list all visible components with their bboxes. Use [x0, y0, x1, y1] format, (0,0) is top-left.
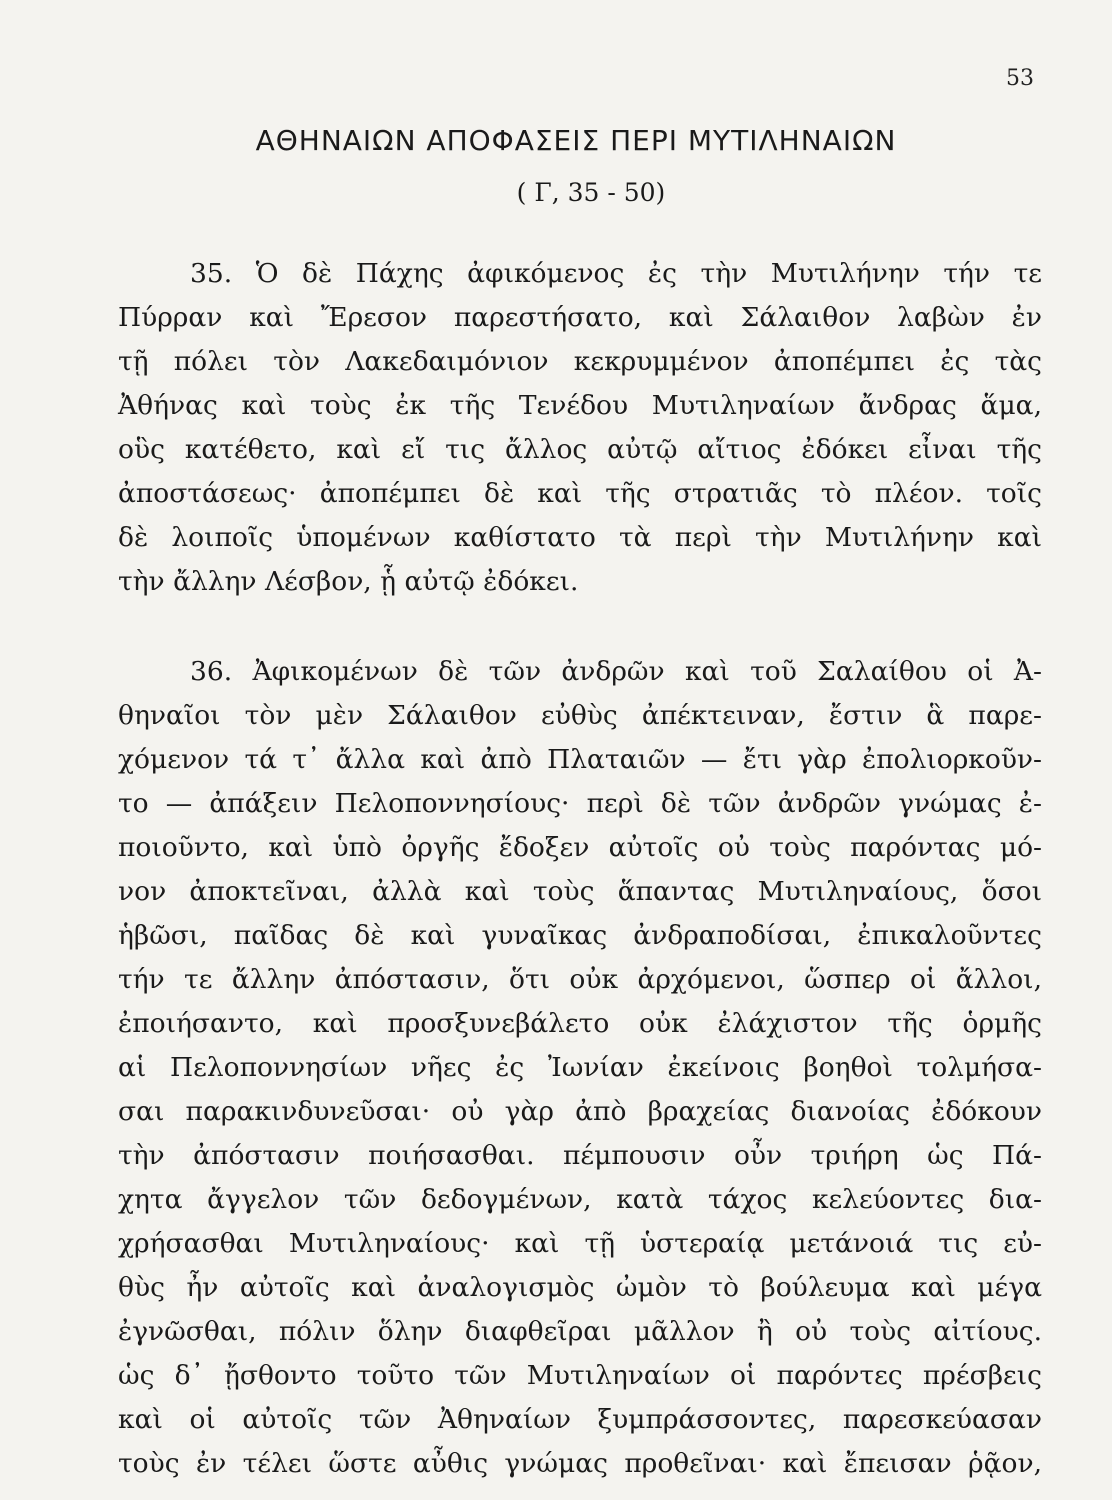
text-line: νον ἀποκτεῖναι, ἀλλὰ καὶ τοὺς ἅπαντας Μυτιληναίους, ὅσοι	[118, 876, 1042, 907]
text-line: χητα ἄγγελον τῶν δεδογμένων, κατὰ τάχος κελεύοντες δια-	[118, 1184, 1042, 1215]
text-line: Ἀθήνας καὶ τοὺς ἐκ τῆς Τενέδου Μυτιληναίων ἄνδρας ἅμα,	[118, 390, 1042, 421]
text-line: χόμενον τά τ᾽ ἄλλα καὶ ἀπὸ Πλαταιῶν — ἔτι γὰρ ἐπολιορκοῦν-	[118, 744, 1042, 775]
text-line: ποιοῦντο, καὶ ὑπὸ ὀργῆς ἔδοξεν αὐτοῖς οὐ τοὺς παρόντας μό-	[118, 832, 1042, 863]
text-line: ἐποιήσαντο, καὶ προσξυνεβάλετο οὐκ ἐλάχιστον τῆς ὁρμῆς	[118, 1008, 1042, 1039]
paragraph-35	[118, 252, 1042, 604]
chapter-title: ΑΘΗΝΑΙΩΝ ΑΠΟΦΑΣΕΙΣ ΠΕΡΙ ΜΥΤΙΛΗΝΑΙΩΝ	[255, 124, 897, 157]
text-line: Πύρραν καὶ Ἔρεσον παρεστήσατο, καὶ Σάλαιθον λαβὼν ἐν	[118, 302, 1042, 333]
text-line: τοὺς ἐν τέλει ὥστε αὖθις γνώμας προθεῖναι· καὶ ἔπεισαν ῥᾷον,	[118, 1448, 1042, 1479]
page-number: 53	[1006, 66, 1034, 91]
paragraph-36	[118, 650, 1042, 1486]
text-line: δὲ λοιποῖς ὑπομένων καθίστατο τὰ περὶ τὴν Μυτιλήνην καὶ	[118, 522, 1042, 553]
text-line: καὶ οἱ αὐτοῖς τῶν Ἀθηναίων ξυμπράσσοντες, παρεσκεύασαν	[118, 1404, 1042, 1435]
text-line: το — ἀπάξειν Πελοποννησίους· περὶ δὲ τῶν ἀνδρῶν γνώμας ἐ-	[118, 788, 1042, 819]
text-line: 36. Ἀφικομένων δὲ τῶν ἀνδρῶν καὶ τοῦ Σαλαίθου οἱ Ἀ-	[190, 656, 1042, 687]
chapter-subtitle: ( Γ, 35 - 50)	[516, 178, 666, 207]
text-line: θὺς ἦν αὐτοῖς καὶ ἀναλογισμὸς ὠμὸν τὸ βούλευμα καὶ μέγα	[118, 1272, 1042, 1303]
text-line: τὴν ἀπόστασιν ποιήσασθαι. πέμπουσιν οὖν τριήρη ὡς Πά-	[118, 1140, 1042, 1171]
text-line: χρήσασθαι Μυτιληναίους· καὶ τῇ ὑστεραίᾳ μετάνοιά τις εὐ-	[118, 1228, 1042, 1259]
text-line: ἡβῶσι, παῖδας δὲ καὶ γυναῖκας ἀνδραποδίσαι, ἐπικαλοῦντες	[118, 920, 1042, 951]
text-line: ὡς δ᾽ ᾔσθοντο τοῦτο τῶν Μυτιληναίων οἱ παρόντες πρέσβεις	[118, 1360, 1042, 1391]
text-line: τῇ πόλει τὸν Λακεδαιμόνιον κεκρυμμένον ἀποπέμπει ἐς τὰς	[118, 346, 1042, 377]
text-line: θηναῖοι τὸν μὲν Σάλαιθον εὐθὺς ἀπέκτειναν, ἔστιν ἃ παρε-	[118, 700, 1042, 731]
text-line: ἐγνῶσθαι, πόλιν ὅλην διαφθεῖραι μᾶλλον ἢ οὐ τοὺς αἰτίους.	[118, 1316, 1042, 1347]
text-line: 35. Ὁ δὲ Πάχης ἀφικόμενος ἐς τὴν Μυτιλήνην τήν τε	[190, 258, 1042, 289]
text-line: σαι παρακινδυνεῦσαι· οὐ γὰρ ἀπὸ βραχείας διανοίας ἐδόκουν	[118, 1096, 1042, 1127]
text-line: τὴν ἄλλην Λέσβον, ᾗ αὐτῷ ἐδόκει.	[118, 566, 579, 597]
text-line: αἱ Πελοποννησίων νῆες ἐς Ἰωνίαν ἐκείνοις βοηθοὶ τολμήσα-	[118, 1052, 1042, 1083]
text-line: τήν τε ἄλλην ἀπόστασιν, ὅτι οὐκ ἀρχόμενοι, ὥσπερ οἱ ἄλλοι,	[118, 964, 1042, 995]
text-line: ἀποστάσεως· ἀποπέμπει δὲ καὶ τῆς στρατιᾶς τὸ πλέον. τοῖς	[118, 478, 1042, 509]
text-line: οὓς κατέθετο, καὶ εἴ τις ἄλλος αὐτῷ αἴτιος ἐδόκει εἶναι τῆς	[118, 434, 1042, 465]
